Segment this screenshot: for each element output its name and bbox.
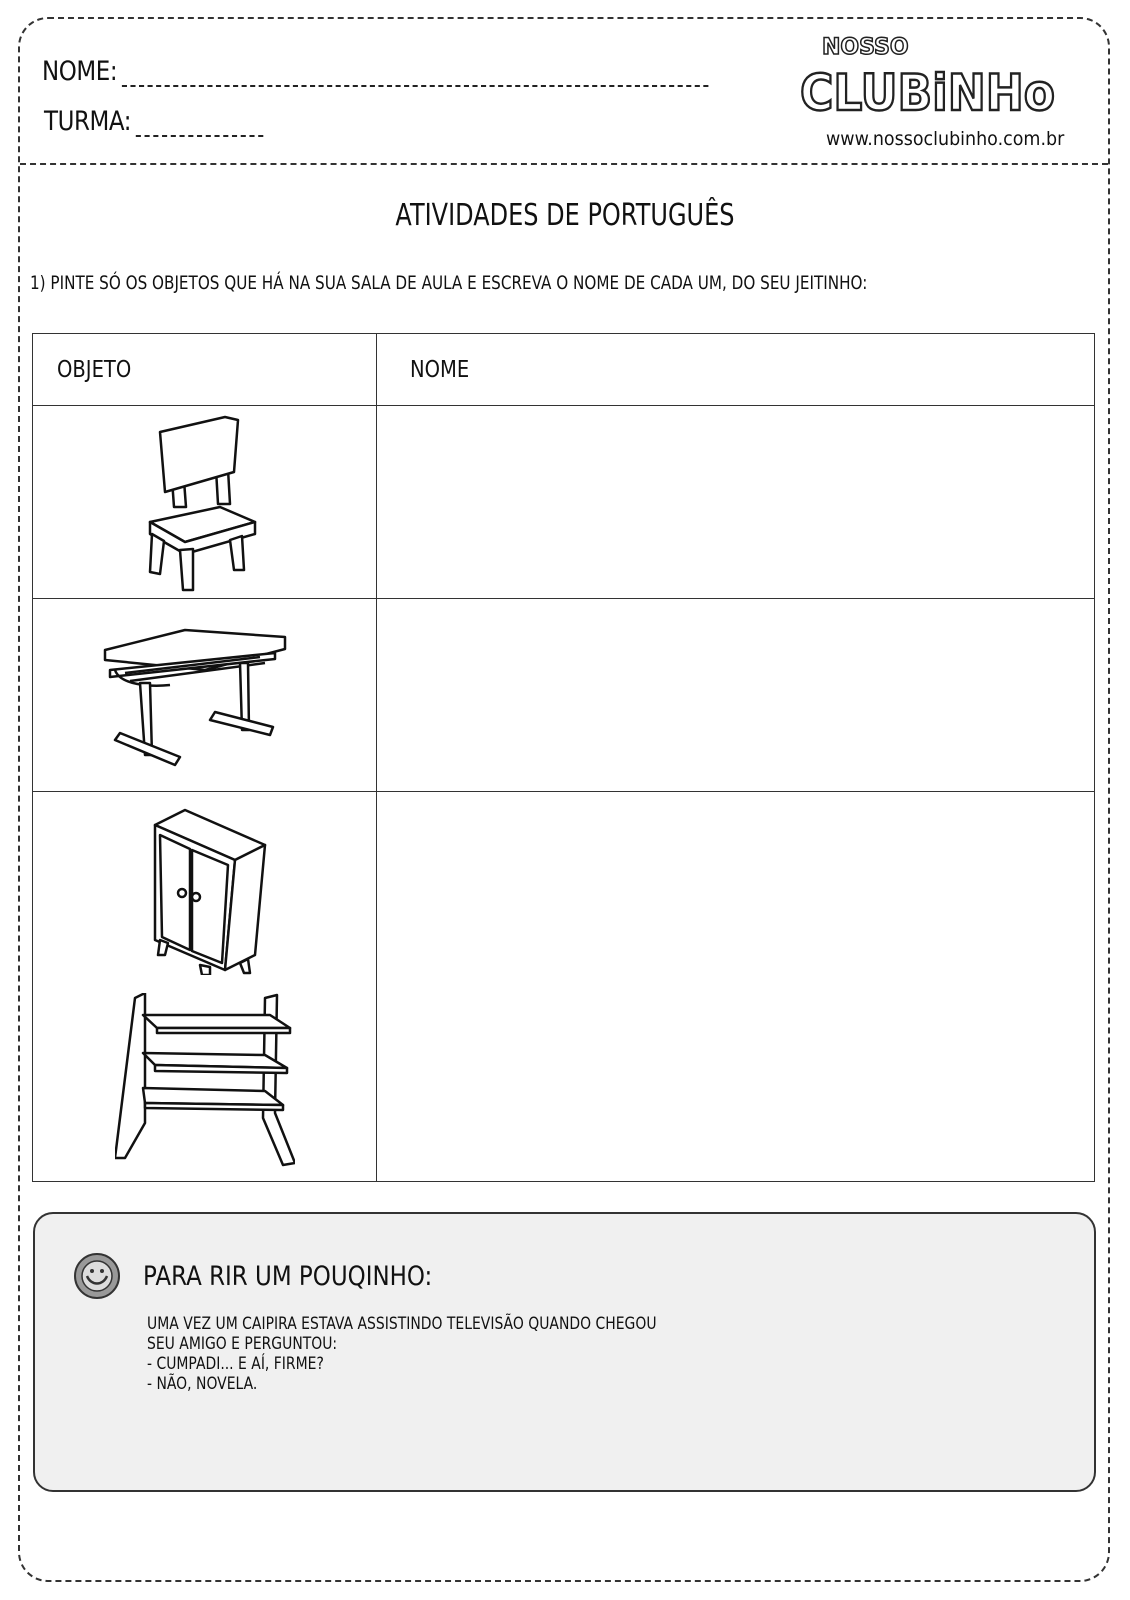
website-url: www.nossoclubinho.com.br <box>826 128 1065 150</box>
class-blank-line[interactable] <box>136 135 264 137</box>
name-answer-cell[interactable] <box>377 406 1095 599</box>
instruction-text: 1) PINTE SÓ OS OBJETOS QUE HÁ NA SUA SALA DE AULA E ESCREVA O NOME DE CADA UM, DO SEU JEITINHO: <box>30 272 868 294</box>
school-desk-icon <box>100 615 310 775</box>
logo-top-text: NOSSO <box>822 35 909 60</box>
logo-main-text: CLUBiNHo <box>800 64 1055 122</box>
name-label: NOME: <box>42 56 118 87</box>
joke-line: - CUMPADI... E AÍ, FIRME? <box>147 1354 324 1374</box>
nosso-clubinho-logo <box>800 28 1080 138</box>
joke-title: PARA RIR UM POUQINHO: <box>143 1261 433 1292</box>
table-header-row <box>33 334 1095 406</box>
header-object: OBJETO <box>33 334 377 406</box>
cabinet-icon <box>140 805 270 975</box>
chair-icon <box>130 412 280 592</box>
joke-line: UMA VEZ UM CAIPIRA ESTAVA ASSISTINDO TELEVISÃO QUANDO CHEGOU <box>147 1314 657 1334</box>
header-separator <box>20 163 1108 165</box>
table-row <box>33 406 1095 599</box>
joke-text <box>147 1314 657 1394</box>
class-field[interactable] <box>44 106 264 137</box>
objects-table <box>32 333 1095 1182</box>
object-cell <box>33 406 377 599</box>
table-row <box>33 792 1095 1182</box>
class-label: TURMA: <box>44 106 132 137</box>
object-cell <box>33 792 377 1182</box>
joke-box <box>33 1212 1096 1492</box>
name-field[interactable] <box>42 56 709 87</box>
bookshelf-icon <box>115 993 295 1168</box>
object-cell <box>33 599 377 792</box>
page-title: ATIVIDADES DE PORTUGUÊS <box>395 198 735 233</box>
name-answer-cell[interactable] <box>377 792 1095 1182</box>
name-blank-line[interactable] <box>122 85 709 87</box>
joke-line: SEU AMIGO E PERGUNTOU: <box>147 1334 338 1354</box>
header-name: NOME <box>377 334 1095 406</box>
smiley-badge-icon <box>73 1252 121 1300</box>
joke-line: - NÃO, NOVELA. <box>147 1374 258 1394</box>
name-answer-cell[interactable] <box>377 599 1095 792</box>
table-row <box>33 599 1095 792</box>
